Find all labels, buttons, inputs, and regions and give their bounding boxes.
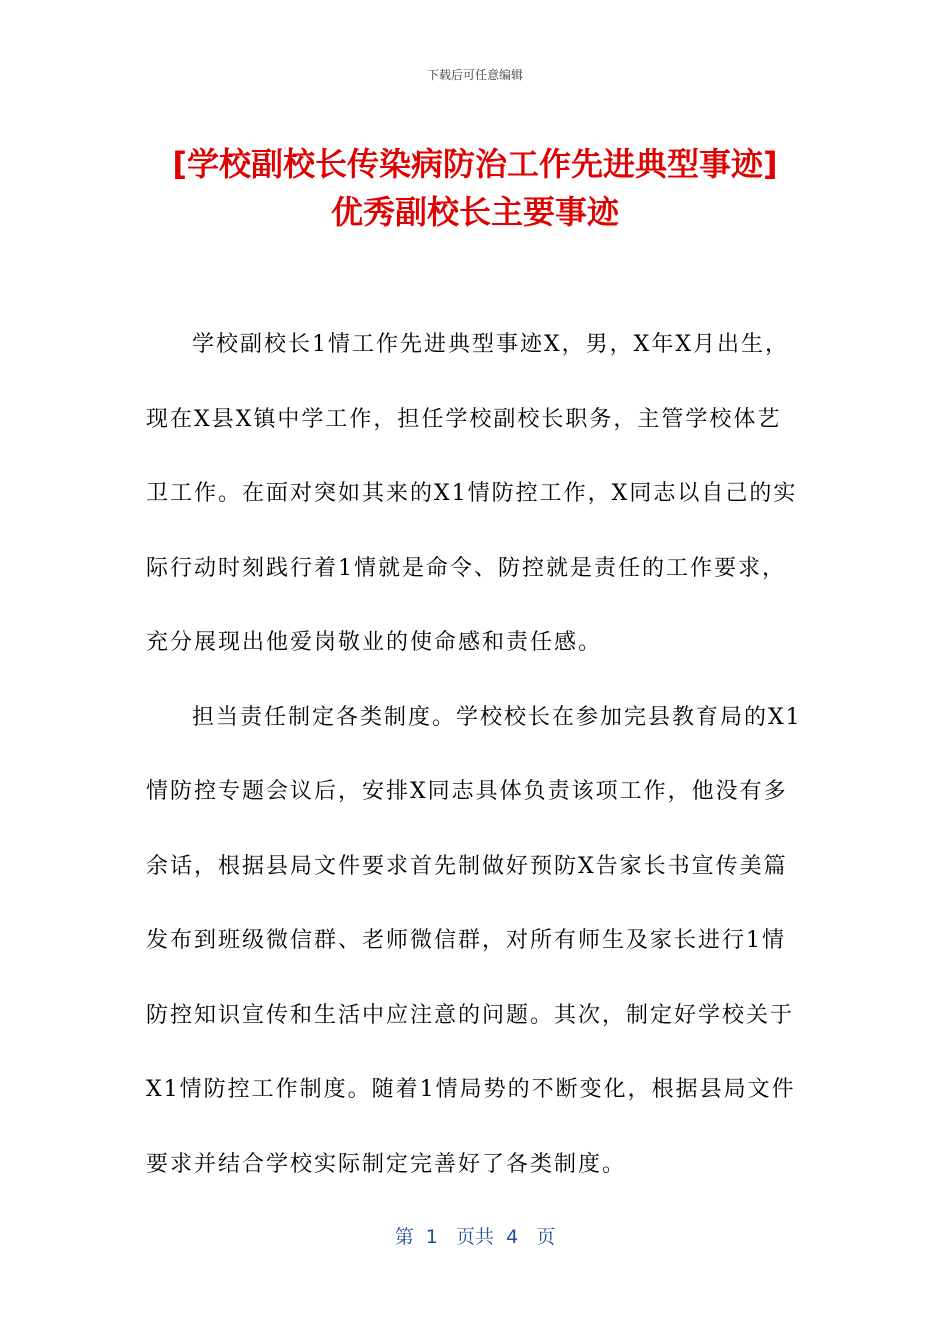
paragraph-line: 充分展现出他爱岗敬业的使命感和责任感。 [146,630,603,655]
paragraph-line: 要求并结合学校实际制定完善好了各类制度。 [146,1151,627,1177]
paragraph-line: 卫工作。在面对突如其来的X1情防控工作，X同志以自己的实 [146,481,798,506]
paragraph-line: 防控知识宣传和生活中应注意的问题。其次，制定好学校关于 [146,1002,795,1028]
paragraph-line: 发布到班级微信群、老师微信群，对所有师生及家长进行1情 [146,928,786,953]
title-line-2: 优秀副校长主要事迹 [330,193,619,231]
document-body [146,320,802,1214]
paragraph-2 [146,693,802,1215]
document-title [100,140,850,236]
title-line-1: [学校副校长传染病防治工作先进典型事迹] [172,145,778,183]
header-note: 下载后可任意编辑 [426,68,523,82]
paragraph-line: 担当责任制定各类制度。学校校长在参加完县教育局的X1 [192,704,802,730]
page-number-footer: 第 1 页共 4 页 [394,1226,556,1248]
paragraph-line: 情防控专题会议后，安排X同志具体负责该项工作，他没有多 [146,779,788,804]
paragraph-line: X1情防控工作制度。随着1情局势的不断变化，根据县局文件 [146,1077,796,1102]
paragraph-line: 现在X县X镇中学工作，担任学校副校长职务，主管学校体艺 [146,406,782,432]
paragraph-line: 际行动时刻践行着1情就是命令、防控就是责任的工作要求， [146,555,786,581]
paragraph-line: 学校副校长1情工作先进典型事迹X，男，X年X月出生， [192,332,789,357]
paragraph-line: 余话，根据县局文件要求首先制做好预防X告家长书宣传美篇 [146,853,788,879]
paragraph-1 [146,320,796,693]
